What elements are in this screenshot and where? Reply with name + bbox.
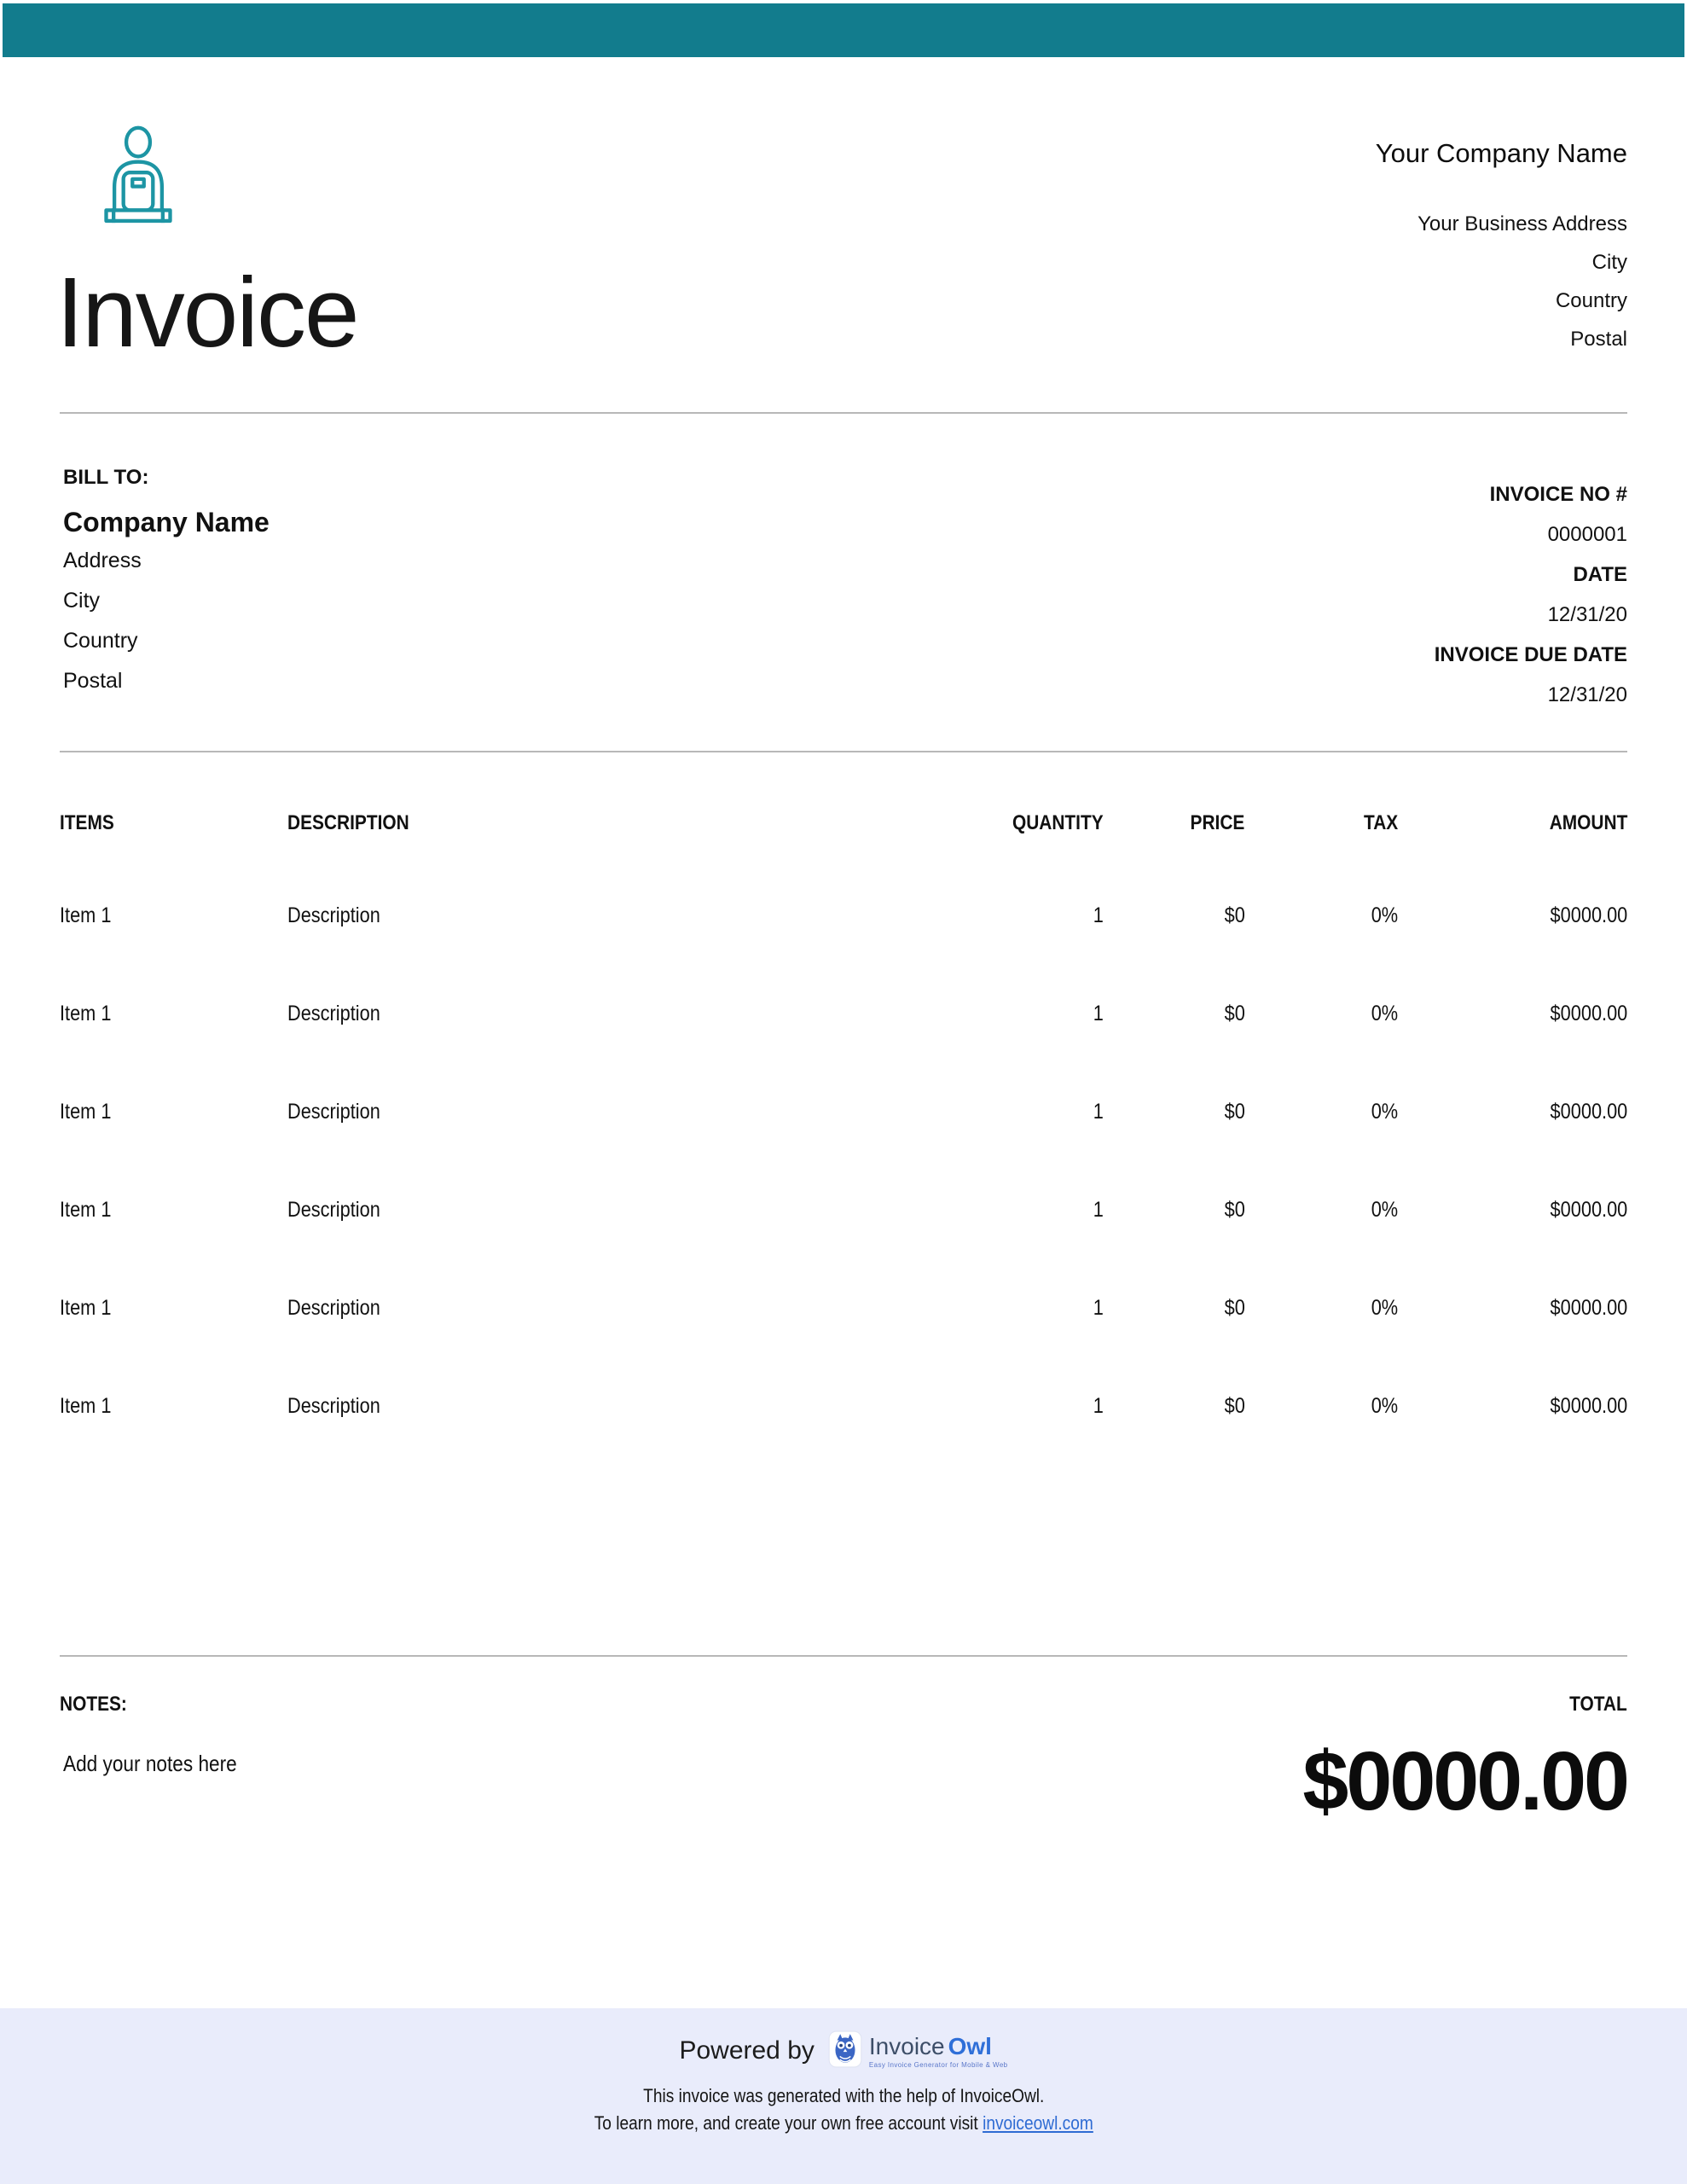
bill-to-address-line: City: [63, 589, 101, 613]
logo-text-owl: Owl: [948, 2033, 992, 2059]
logo-tagline: Easy Invoice Generator for Mobile & Web: [868, 2061, 1008, 2069]
bill-to-address-line: Address: [63, 549, 142, 572]
accent-bar: [3, 3, 1684, 57]
company-address-line: Postal: [1570, 328, 1627, 351]
invoiceowl-wordmark: [869, 2034, 1008, 2069]
date-label: DATE: [1573, 563, 1627, 586]
col-amount: AMOUNT: [1549, 811, 1627, 834]
section-divider: [60, 751, 1627, 752]
col-tax: TAX: [1364, 811, 1399, 834]
section-divider: [60, 412, 1627, 414]
col-items: ITEMS: [60, 811, 114, 834]
person-at-laptop-icon: [96, 123, 181, 230]
bill-to-label: BILL TO:: [63, 466, 149, 489]
page-title: Invoice: [56, 257, 358, 368]
footer-line2: [0, 2112, 1687, 2135]
company-name: Your Company Name: [1375, 138, 1627, 168]
bill-to-address-line: Postal: [63, 669, 123, 693]
col-price: PRICE: [1190, 811, 1245, 834]
col-description: DESCRIPTION: [287, 811, 409, 834]
footer-line1: This invoice was generated with the help of InvoiceOwl.: [642, 2085, 1045, 2106]
invoiceowl-logo: [828, 2030, 1008, 2069]
table-row: Item 1 Description 1 $0 0% $0000.00: [60, 1100, 1627, 1124]
company-header: [1376, 136, 1627, 358]
company-address-line: Country: [1555, 289, 1627, 312]
date-value: 12/31/20: [1547, 603, 1627, 626]
powered-by-text: Powered by: [679, 2036, 815, 2065]
table-row: Item 1 Description 1 $0 0% $0000.00: [60, 1002, 1627, 1025]
due-date-value: 12/31/20: [1547, 683, 1627, 706]
table-row: Item 1 Description 1 $0 0% $0000.00: [60, 1198, 1627, 1222]
table-row: Item 1 Description 1 $0 0% $0000.00: [60, 1296, 1627, 1320]
bill-to-address-line: Country: [63, 629, 138, 653]
company-address-line: City: [1591, 251, 1627, 274]
invoice-no-value: 0000001: [1547, 523, 1627, 546]
footer-line2-prefix: To learn more, and create your own free account visit: [594, 2112, 978, 2134]
col-quantity: QUANTITY: [1012, 811, 1104, 834]
items-table-header: [60, 809, 1627, 838]
section-divider: [60, 1655, 1627, 1657]
invoiceowl-link[interactable]: invoiceowl.com: [982, 2112, 1093, 2134]
company-address-line: Your Business Address: [1417, 212, 1627, 235]
total-label: TOTAL: [1569, 1693, 1627, 1716]
due-date-label: INVOICE DUE DATE: [1434, 643, 1627, 666]
invoiceowl-owl-icon: [828, 2030, 862, 2068]
bill-to-block: [63, 466, 270, 701]
invoice-no-label: INVOICE NO #: [1489, 483, 1627, 506]
items-table: [60, 809, 1627, 1455]
bill-to-company-name: Company Name: [63, 507, 270, 537]
total-amount: $0000.00: [1302, 1734, 1627, 1827]
table-row: Item 1 Description 1 $0 0% $0000.00: [60, 903, 1627, 927]
invoice-meta-block: [1435, 474, 1627, 715]
notes-label: NOTES:: [60, 1693, 127, 1716]
notes-text: Add your notes here: [63, 1751, 237, 1776]
powered-by-row: [0, 2008, 1687, 2080]
logo-text-invoice: Invoice: [868, 2033, 945, 2059]
table-row: Item 1 Description 1 $0 0% $0000.00: [60, 1394, 1627, 1418]
footer: [0, 2008, 1687, 2184]
